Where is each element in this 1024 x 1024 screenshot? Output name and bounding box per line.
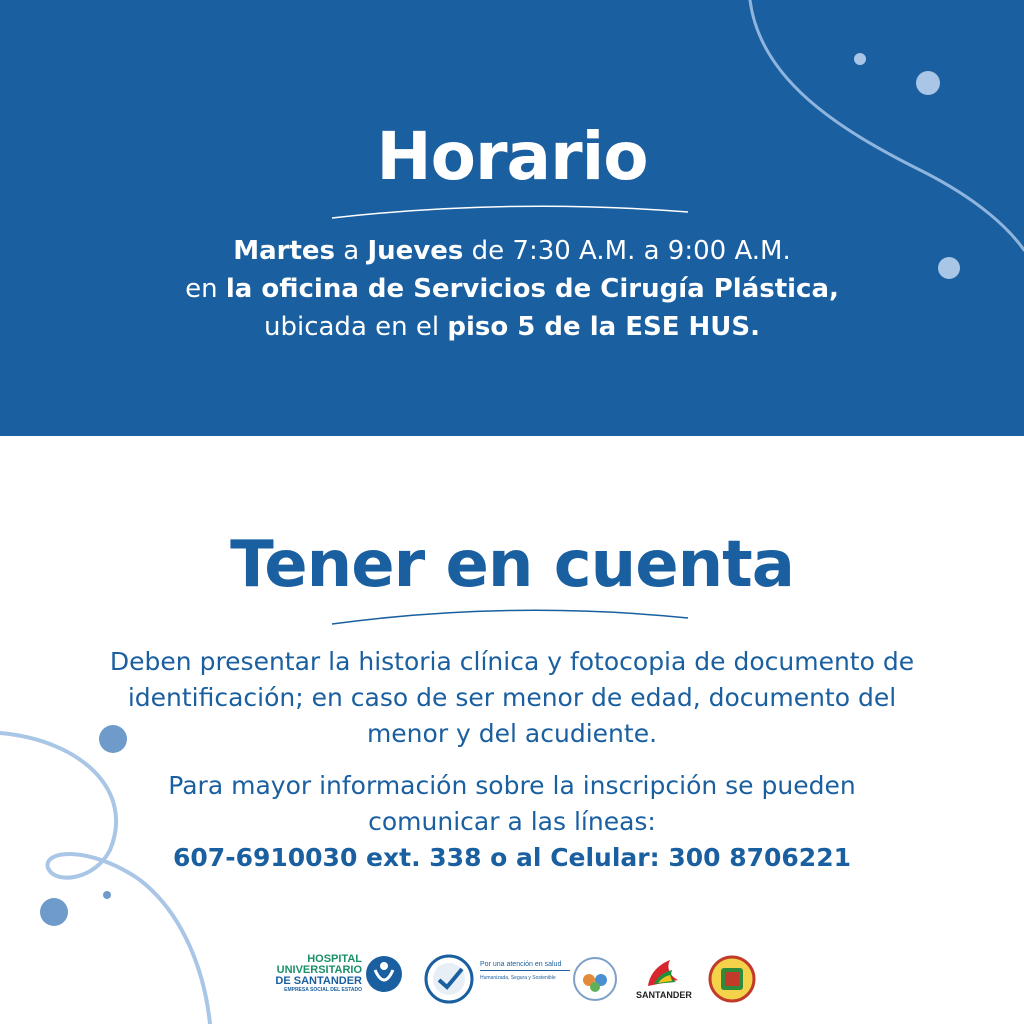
santander-flag-icon: [636, 956, 690, 990]
notice-title: Tener en cuenta: [230, 528, 794, 602]
day-start: Martes: [233, 236, 336, 266]
decorative-dot: [40, 898, 68, 926]
hospital-logo: HOSPITAL UNIVERSITARIO DE SANTANDER EMPRESA SOCIAL DEL ESTADO: [262, 954, 402, 1004]
hospital-emblem-icon: [366, 956, 402, 992]
contact-text: Para mayor información sobre la inscripción se pueden comunicar a las líneas: 607-6910030 ext. 338 o al Celular: 300 8706221: [168, 771, 856, 872]
schedule-title: Horario: [376, 118, 648, 195]
police-shield-icon: [708, 954, 756, 1004]
check-seal-icon: [424, 954, 474, 1004]
office-name: la oficina de Servicios de Cirugía Plástica,: [225, 274, 839, 304]
day-end: Jueves: [367, 236, 464, 266]
santander-government-logo: SANTANDER: [636, 956, 690, 1004]
logos-row: [262, 950, 762, 1012]
hours: de 7:30 A.M. a 9:00 A.M.: [463, 236, 791, 266]
schedule-text: Martes a Jueves de 7:30 A.M. a 9:00 A.M. en la oficina de Servicios de Cirugía Plástica, ubicada en el piso 5 de la ESE HUS.: [185, 236, 839, 342]
health-network-seal-icon: [572, 956, 618, 1002]
contact-phones: 607-6910030 ext. 338 o al Celular: 300 8706221: [173, 843, 851, 872]
office-floor: piso 5 de la ESE HUS.: [447, 312, 760, 342]
quality-seal-logo: Por una atención en salud Humanizada, Segura y Sostenible: [424, 954, 564, 1004]
decorative-dot: [103, 891, 111, 899]
notice-underline: [330, 606, 690, 626]
requirements-text: Deben presentar la historia clínica y fotocopia de documento de identificación; en caso de ser menor de edad, documento del menor y del acudiente.: [109, 647, 915, 748]
